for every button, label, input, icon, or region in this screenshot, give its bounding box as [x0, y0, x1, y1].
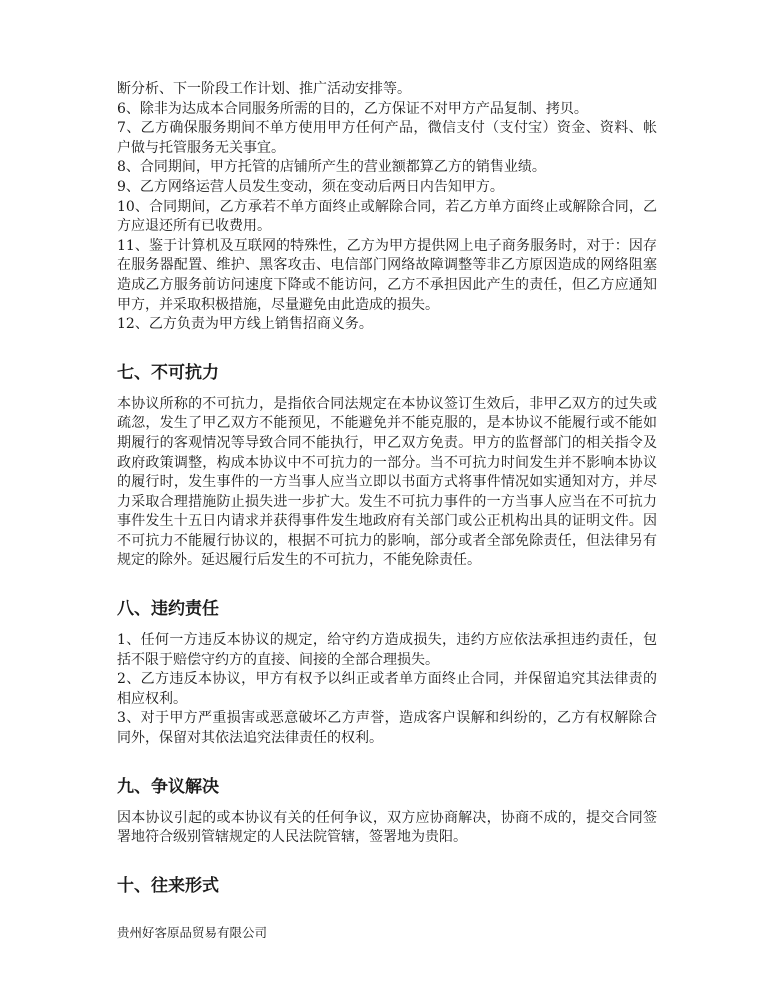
intro-line-1: 断分析、下一阶段工作计划、推广活动安排等。 — [117, 81, 411, 97]
section-heading-breach: 八、违约责任 — [117, 599, 219, 620]
section-heading-contact: 十、往来形式 — [117, 875, 219, 896]
clause-6: 6、除非为达成本合同服务所需的目的，乙方保证不对甲方产品复制、拷贝。 — [117, 100, 588, 117]
breach-item-3: 3、对于甲方严重损害或恶意破坏乙方声誉，造成客户误解和纠纷的，乙方有权解除合同外，保留对其依法追究法律责任的权利。 — [117, 710, 657, 747]
clause-12: 12、乙方负责为甲方线上销售招商义务。 — [117, 316, 373, 333]
clause-10: 10、合同期间，乙方承若不单方面终止或解除合同，若乙方单方面终止或解除合同，乙方应退还所有已收费用。 — [117, 198, 657, 235]
footer-company-name: 贵州好客原品贸易有限公司 — [117, 925, 268, 940]
section-heading-force-majeure: 七、不可抗力 — [117, 362, 219, 383]
clause-9: 9、乙方网络运营人员发生变动，须在变动后两日内告知甲方。 — [117, 178, 504, 195]
clause-8: 8、合同期间，甲方托管的店铺所产生的营业额都算乙方的销售业绩。 — [117, 159, 546, 176]
document-body — [117, 80, 657, 898]
breach-item-1: 1、任何一方违反本协议的规定，给守约方造成损失，违约方应依法承担违约责任，包括不限于赔偿守约方的直接、间接的全部合理损失。 — [117, 632, 657, 668]
force-majeure-body: 本协议所称的不可抗力，是指依合同法规定在本协议签订生效后，非甲乙双方的过失或疏忽，发生了甲乙双方不能预见，不能避免并不能克服的，是本协议不能履行或不能如期履行的客观情况等导致合同不能执行，甲乙双方免责。甲方的监督部门的相关指令及政府政策调整，构成本协议中不可抗力的一部分。当不可抗力时间发生并不影响本协议的履行时，发生事件的一方当事人应当立即以书面方式将事件情况如实通知对方，并尽力采取合理措施防止损失进一步扩大。发生不可抗力事件的一方当事人应当在不可抗力事件发生十五日内请求并获得事件发生地政府有关部门或公正机构出具的证明文件。因不可抗力不能履行协议的，根据不可抗力的影响，部分或者全部免除责任，但法律另有规定的除外。延迟履行后发生的不可抗力，不能免除责任。 — [117, 395, 657, 569]
clause-11: 11、鉴于计算机及互联网的特殊性，乙方为甲方提供网上电子商务服务时，对于：因存在服务器配置、维护、黑客攻击、电信部门网络故障调整等非乙方原因造成的网络阻塞造成乙方服务前访问速度下降或不能访问，乙方不承担因此产生的责任，但乙方应通知甲方，并采取积极措施，尽量避免由此造成的损失。 — [117, 237, 657, 313]
section-heading-dispute: 九、争议解决 — [117, 776, 219, 797]
clause-7: 7、乙方确保服务期间不单方使用甲方任何产品，微信支付（支付宝）资金、资料、帐户做与托管服务无关事宜。 — [117, 120, 657, 156]
breach-item-2: 2、乙方违反本协议，甲方有权予以纠正或者单方面终止合同，并保留追究其法律责的相应权利。 — [117, 671, 657, 707]
dispute-body: 因本协议引起的或本协议有关的任何争议，双方应协商解决，协商不成的，提交合同签署地符合级别管辖规定的人民法院管辖，签署地为贵阳。 — [117, 809, 657, 846]
